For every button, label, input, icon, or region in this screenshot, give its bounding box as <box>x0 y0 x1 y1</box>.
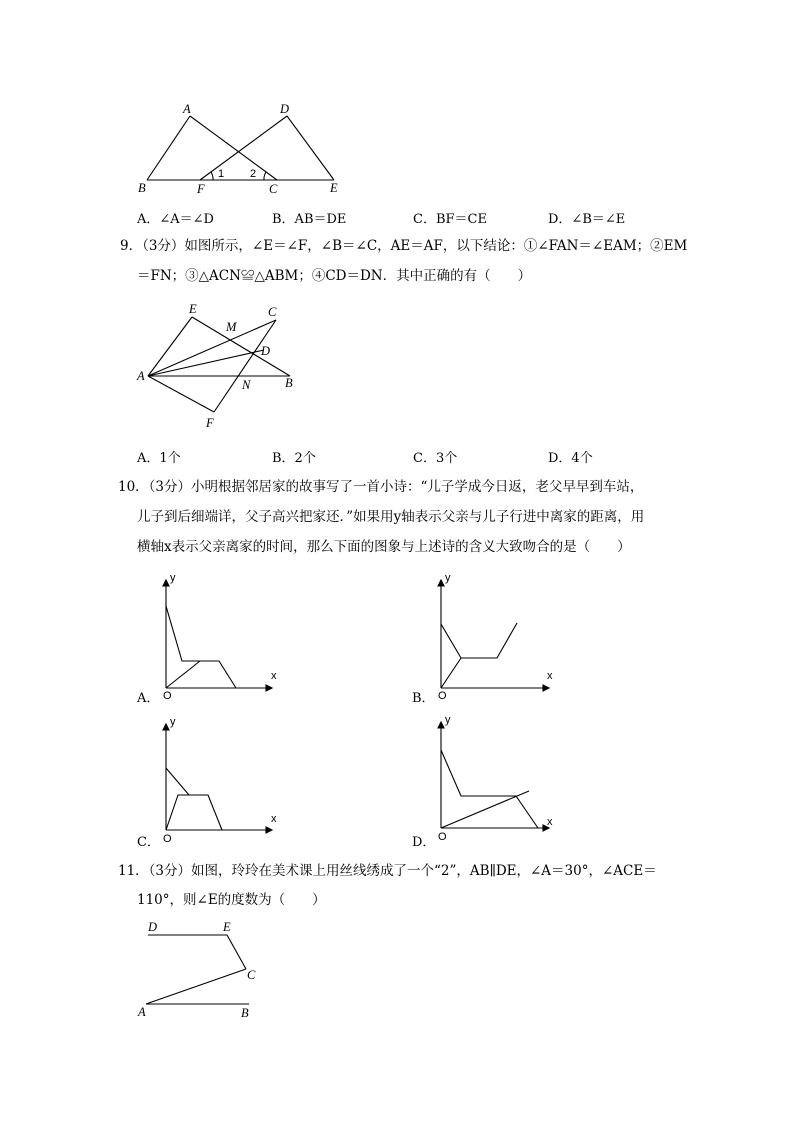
q9-option-c[interactable]: C．3个 <box>413 451 458 466</box>
q8-option-a[interactable]: A．∠A＝∠D <box>137 212 214 227</box>
q8-option-c[interactable]: C．BF＝CE <box>413 212 487 227</box>
q10-graph-a-y-label: y <box>170 572 176 584</box>
q8-label-e: E <box>330 181 338 195</box>
q9-label-e: E <box>189 302 197 316</box>
q8-label-a: A <box>183 102 191 116</box>
q10-graph-d-origin: O <box>438 831 447 843</box>
q10-text-line3: 横轴x表示父亲离家的时间，那么下面的图象与上述诗的含义大致吻合的是（ ） <box>137 539 631 555</box>
q10-graph-b-x-label: x <box>547 670 553 682</box>
q10-graph-a-x-label: x <box>271 670 277 682</box>
q10-graph-c-y-label: y <box>170 716 176 728</box>
q10-graph-d-x-label: x <box>547 816 553 828</box>
q10-graph-b-origin: O <box>438 690 447 702</box>
q11-label-e: E <box>223 920 231 934</box>
q9-label-f: F <box>206 416 214 430</box>
q11-label-d: D <box>148 920 158 934</box>
q9-label-c: C <box>268 305 277 319</box>
q8-angle-1: 1 <box>218 168 225 180</box>
q8-label-d: D <box>280 102 290 116</box>
q10-text-line2: 儿子到后细端详，父子高兴把家还．”如果用y轴表示父亲与儿子行进中离家的距离，用 <box>137 509 645 525</box>
q11-label-a: A <box>138 1005 146 1019</box>
q8-angle-2: 2 <box>250 168 257 180</box>
q10-option-b[interactable]: B． <box>412 691 435 706</box>
q10-graph-a-origin: O <box>163 690 172 702</box>
q9-label-d: D <box>261 344 271 358</box>
q9-label-n: N <box>242 378 251 392</box>
q8-label-f: F <box>197 182 205 196</box>
q11-text-line1: 11．（3分）如图，玲玲在美术课上用丝线绣成了一个“2”，AB∥DE，∠A＝30°，∠ACE＝ <box>118 863 657 879</box>
q9-option-a[interactable]: A．1个 <box>137 451 181 466</box>
q9-option-d[interactable]: D．4个 <box>548 451 593 466</box>
q9-text-line2: ＝FN；③△ACN≌△ABM；④CD＝DN．其中正确的有（ ） <box>137 268 532 284</box>
q11-label-b: B <box>241 1006 249 1020</box>
q8-option-b[interactable]: B．AB＝DE <box>272 212 347 227</box>
q10-graph-d-y-label: y <box>445 714 451 726</box>
q10-text-line1: 10．（3分）小明根据邻居家的故事写了一首小诗：“儿子学成今日返，老父早早到车站， <box>118 479 644 495</box>
q9-text-line1: 9．（3分）如图所示，∠E＝∠F，∠B＝∠C，AE＝AF，以下结论：①∠FAN＝∠EAM；②EM <box>120 238 688 254</box>
q8-label-b: B <box>138 181 146 195</box>
q9-label-a: A <box>137 369 145 383</box>
q10-option-a[interactable]: A． <box>137 691 160 706</box>
q9-label-b: B <box>285 376 293 390</box>
q9-label-m: M <box>226 320 237 334</box>
q11-text-line2: 110°，则∠E的度数为（ ） <box>137 892 326 908</box>
q9-option-b[interactable]: B．2个 <box>272 451 316 466</box>
q10-option-c[interactable]: C． <box>137 835 160 850</box>
q10-graph-c-origin: O <box>163 833 172 845</box>
q8-option-d[interactable]: D．∠B＝∠E <box>548 212 626 227</box>
q8-label-c: C <box>269 182 278 196</box>
q10-graph-c-x-label: x <box>271 813 277 825</box>
q10-option-d[interactable]: D． <box>412 835 436 850</box>
q11-label-c: C <box>247 968 256 982</box>
q10-graph-b-y-label: y <box>445 572 451 584</box>
